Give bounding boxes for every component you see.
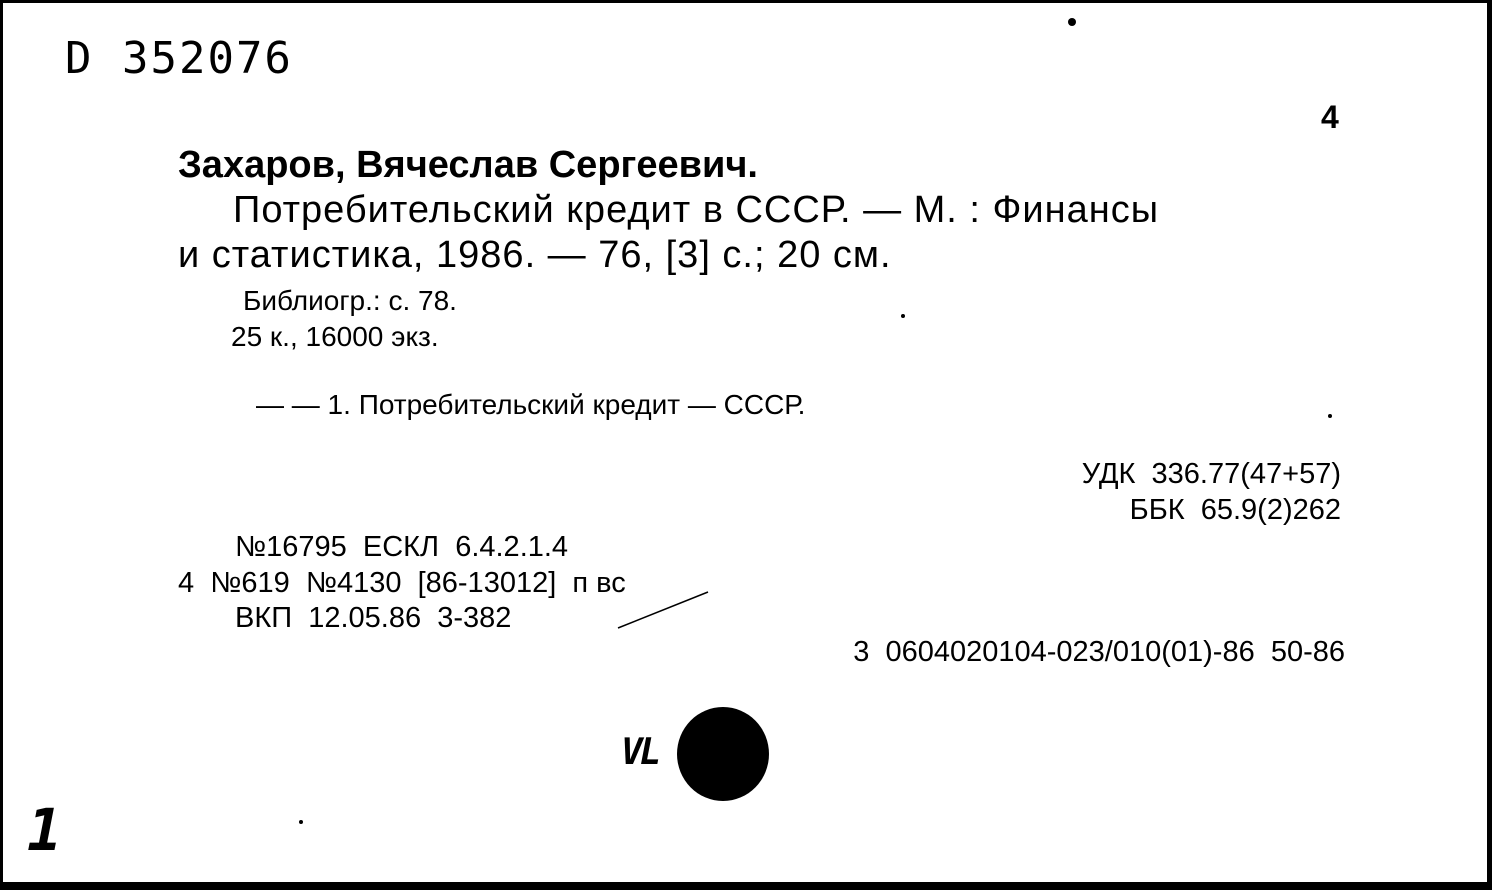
udc-code: УДК 336.77(47+57)	[1081, 458, 1341, 490]
ink-dot	[901, 314, 905, 318]
ink-dot	[1328, 414, 1332, 418]
register-line-2: 4 №619 №4130 [86-13012] п вс	[178, 567, 626, 599]
bbk-code: ББК 65.9(2)262	[1129, 494, 1341, 526]
title-line-1: Потребительский кредит в СССР. — М. : Финансы	[233, 189, 1160, 231]
ink-dot	[1068, 18, 1076, 26]
price-and-print-run: 25 к., 16000 экз.	[231, 321, 439, 352]
catalog-code: 3 0604020104-023/010(01)-86 50-86	[853, 636, 1345, 668]
register-line-3: ВКП 12.05.86 3-382	[235, 602, 512, 634]
subject-heading: — — 1. Потребительский кредит — СССР.	[256, 389, 806, 420]
title-line-2: и статистика, 1986. — 76, [3] с.; 20 см.	[178, 234, 892, 276]
author-heading: Захаров, Вячеслав Сергеевич.	[178, 144, 758, 186]
ink-blot-mark	[677, 707, 769, 801]
bibliography-note: Библиогр.: с. 78.	[243, 285, 457, 316]
ink-dot	[299, 820, 303, 824]
register-line-1: №16795 ЕСКЛ 6.4.2.1.4	[235, 531, 569, 563]
copy-count: 4	[1321, 99, 1339, 135]
handwritten-initials: VL	[621, 732, 659, 773]
pencil-stroke	[613, 588, 713, 638]
inventory-stamp: D 352076	[65, 33, 293, 84]
handwritten-corner-number: 1	[27, 796, 62, 864]
library-catalog-card	[3, 3, 1487, 882]
